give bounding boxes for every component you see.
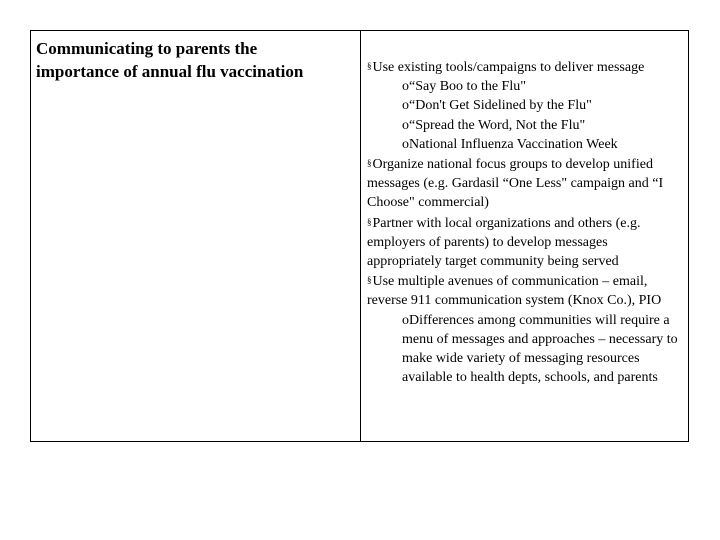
strategy-item (367, 154, 684, 213)
sub-marker: o (402, 312, 409, 328)
sub-item (367, 96, 684, 115)
topic-cell (31, 31, 361, 441)
sub-item (367, 77, 684, 96)
sub-text: “Spread the Word, Not the Flu" (409, 117, 586, 133)
sub-item (367, 311, 684, 388)
sub-item (367, 116, 684, 135)
bullet-marker: § (367, 216, 372, 227)
strategy-text: Partner with local organizations and others (e.g. employers of parents) to develop messages appropriately target community being served (367, 215, 641, 270)
sub-text: National Influenza Vaccination Week (409, 136, 618, 152)
strategy-text: Use multiple avenues of communication – email, reverse 911 communication system (Knox Co.), PIO (367, 274, 662, 309)
sub-item (367, 135, 684, 154)
strategies-cell (361, 31, 688, 441)
topic-title-line: Communicating to parents the (36, 39, 258, 58)
content-table (30, 30, 689, 442)
strategy-text: Organize national focus groups to develop unified messages (e.g. Gardasil “One Less" campaign and “I Choose" commercial) (367, 157, 664, 211)
sub-text: “Say Boo to the Flu" (409, 79, 526, 95)
sub-marker: o (402, 136, 409, 152)
topic-title-line: importance of annual flu vaccination (36, 62, 304, 81)
bullet-marker: § (367, 158, 372, 169)
topic-title (36, 37, 360, 83)
strategy-item (367, 271, 684, 310)
strategy-item (367, 213, 684, 272)
sub-marker: o (402, 98, 409, 114)
sub-marker: o (402, 79, 409, 95)
sub-text: “Don't Get Sidelined by the Flu" (409, 98, 592, 114)
sub-marker: o (402, 117, 409, 133)
bullet-marker: § (367, 61, 372, 71)
strategy-text: Use existing tools/campaigns to deliver message (372, 60, 645, 75)
strategy-item (367, 57, 684, 77)
bullet-marker: § (367, 275, 372, 286)
sub-text: Differences among communities will require a menu of messages and approaches – necessary to make wide variety of messaging resources available to health depts, schools, and parents (402, 312, 678, 386)
